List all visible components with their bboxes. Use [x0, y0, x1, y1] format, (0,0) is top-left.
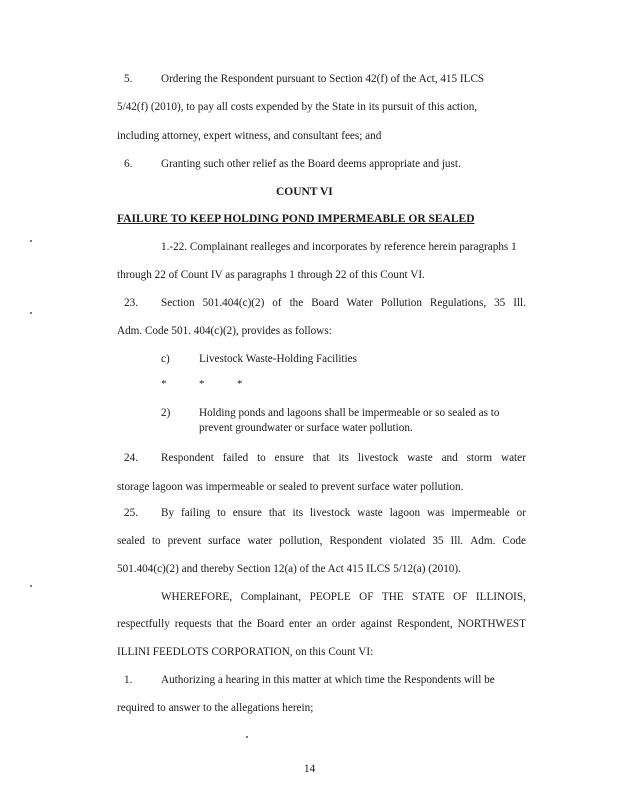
- word: waste: [407, 452, 433, 464]
- word: the: [238, 618, 252, 630]
- word: Pollution: [380, 297, 422, 309]
- relief-1-line-1: Authorizing a hearing in this matter at which time the Respondents will be: [161, 674, 495, 686]
- count-subtitle: FAILURE TO KEEP HOLDING POND IMPERMEABLE OR SEALED: [117, 213, 475, 225]
- quote-c-label: c): [161, 353, 170, 365]
- item-5-line-3: including attorney, expert witness, and consultant fees; and: [117, 130, 382, 142]
- para-1-22-line-2: through 22 of Count IV as paragraphs 1 through 22 of this Count VI.: [117, 269, 425, 281]
- word: ensure: [274, 452, 304, 464]
- word: to: [217, 507, 226, 519]
- word: NORTHWEST: [457, 618, 526, 630]
- word: Board: [256, 618, 285, 630]
- word: livestock: [309, 507, 351, 519]
- word: failing: [180, 507, 211, 519]
- quote-2-line-1: Holding ponds and lagoons shall be impermeable or so sealed as to: [199, 407, 500, 419]
- page-number: 14: [304, 763, 316, 775]
- scan-speck: [30, 240, 32, 242]
- word: against: [360, 618, 393, 630]
- para-25-line-2: [117, 534, 526, 548]
- word: an: [316, 618, 327, 630]
- word: Respondent,: [397, 618, 453, 630]
- word: 501.404(c)(2): [202, 297, 265, 309]
- word: livestock: [357, 452, 399, 464]
- wherefore-line-1: [161, 590, 526, 604]
- word: water: [247, 535, 273, 547]
- item-6-number: 6.: [124, 158, 133, 170]
- word: and: [441, 452, 458, 464]
- relief-1-line-2: required to answer to the allegations herein;: [117, 702, 314, 714]
- para-24-line-2: storage lagoon was impermeable or sealed to prevent surface water pollution.: [117, 481, 464, 493]
- word: Respondent: [161, 452, 214, 464]
- word: Complainant,: [240, 591, 302, 603]
- word: OF: [453, 591, 468, 603]
- item-5-number: 5.: [124, 73, 133, 85]
- ellipsis-stars: [161, 377, 251, 391]
- relief-1-number: 1.: [124, 674, 133, 686]
- para-24-number: 24.: [124, 452, 138, 464]
- quote-c-text: Livestock Waste-Holding Facilities: [199, 353, 357, 365]
- word: its: [292, 507, 304, 519]
- star-3: *: [237, 378, 243, 390]
- word: By: [161, 507, 175, 519]
- word: Regulations,: [429, 297, 487, 309]
- word: Water: [346, 297, 373, 309]
- scan-speck: [246, 736, 248, 738]
- word: was: [427, 507, 445, 519]
- word: of: [272, 297, 282, 309]
- word: 35: [494, 297, 506, 309]
- word: OF: [359, 591, 374, 603]
- word: Code: [502, 535, 526, 547]
- word: THE: [381, 591, 404, 603]
- word: to: [151, 535, 161, 547]
- word: Board: [311, 297, 339, 309]
- word: sealed: [117, 535, 145, 547]
- word: water: [501, 452, 526, 464]
- word: Respondent: [329, 535, 383, 547]
- word: that: [216, 618, 234, 630]
- quote-2-label: 2): [161, 407, 171, 419]
- para-25-line-3: 501.404(c)(2) and thereby Section 12(a) of the Act 415 ILCS 5/12(a) (2010).: [117, 563, 461, 575]
- count-title: COUNT VI: [276, 186, 333, 198]
- item-6-line-1: Granting such other relief as the Board deems appropriate and just.: [161, 158, 461, 170]
- word: Ill.: [513, 297, 526, 309]
- item-5-line-2: 5/42(f) (2010), to pay all costs expended by the State in its pursuit of this action,: [117, 101, 478, 113]
- para-25-number: 25.: [124, 507, 138, 519]
- word: or: [516, 507, 526, 519]
- para-23-line-1: [161, 296, 526, 310]
- wherefore-line-2: [117, 617, 526, 631]
- word: to: [257, 452, 266, 464]
- word: prevent: [167, 535, 202, 547]
- para-1-22-line-1: 1.-22. Complainant realleges and incorporates by reference herein paragraphs 1: [161, 241, 517, 253]
- scan-speck: [30, 312, 32, 314]
- word: pollution,: [279, 535, 323, 547]
- para-23-number: 23.: [124, 297, 138, 309]
- word: that: [268, 507, 286, 519]
- word: its: [338, 452, 350, 464]
- word: 35: [432, 535, 444, 547]
- item-5-line-1: Ordering the Respondent pursuant to Section 42(f) of the Act, 415 ILCS: [161, 73, 485, 85]
- para-23-line-2: Adm. Code 501. 404(c)(2), provides as follows:: [117, 325, 332, 337]
- word: ILLINOIS,: [475, 591, 526, 603]
- word: requests: [174, 618, 212, 630]
- word: surface: [208, 535, 241, 547]
- word: STATE: [412, 591, 445, 603]
- word: waste: [357, 507, 383, 519]
- star-1: *: [161, 378, 167, 390]
- word: respectfully: [117, 618, 170, 630]
- scan-speck: [30, 585, 32, 587]
- word: violated: [389, 535, 426, 547]
- word: failed: [222, 452, 249, 464]
- word: impermeable: [451, 507, 510, 519]
- word: PEOPLE: [309, 591, 351, 603]
- word: enter: [289, 618, 312, 630]
- word: WHEREFORE,: [161, 591, 233, 603]
- quote-2-line-2: prevent groundwater or surface water pollution.: [199, 422, 413, 434]
- word: ensure: [232, 507, 262, 519]
- para-24-line-1: [161, 451, 526, 465]
- wherefore-line-3: ILLINI FEEDLOTS CORPORATION, on this Count VI:: [117, 646, 374, 658]
- word: Section: [161, 297, 195, 309]
- word: storm: [466, 452, 493, 464]
- word: lagoon: [389, 507, 421, 519]
- word: Ill.: [450, 535, 464, 547]
- word: the: [289, 297, 304, 309]
- word: Adm.: [470, 535, 496, 547]
- word: that: [312, 452, 330, 464]
- star-2: *: [199, 378, 205, 390]
- para-25-line-1: [161, 506, 526, 520]
- word: order: [331, 618, 356, 630]
